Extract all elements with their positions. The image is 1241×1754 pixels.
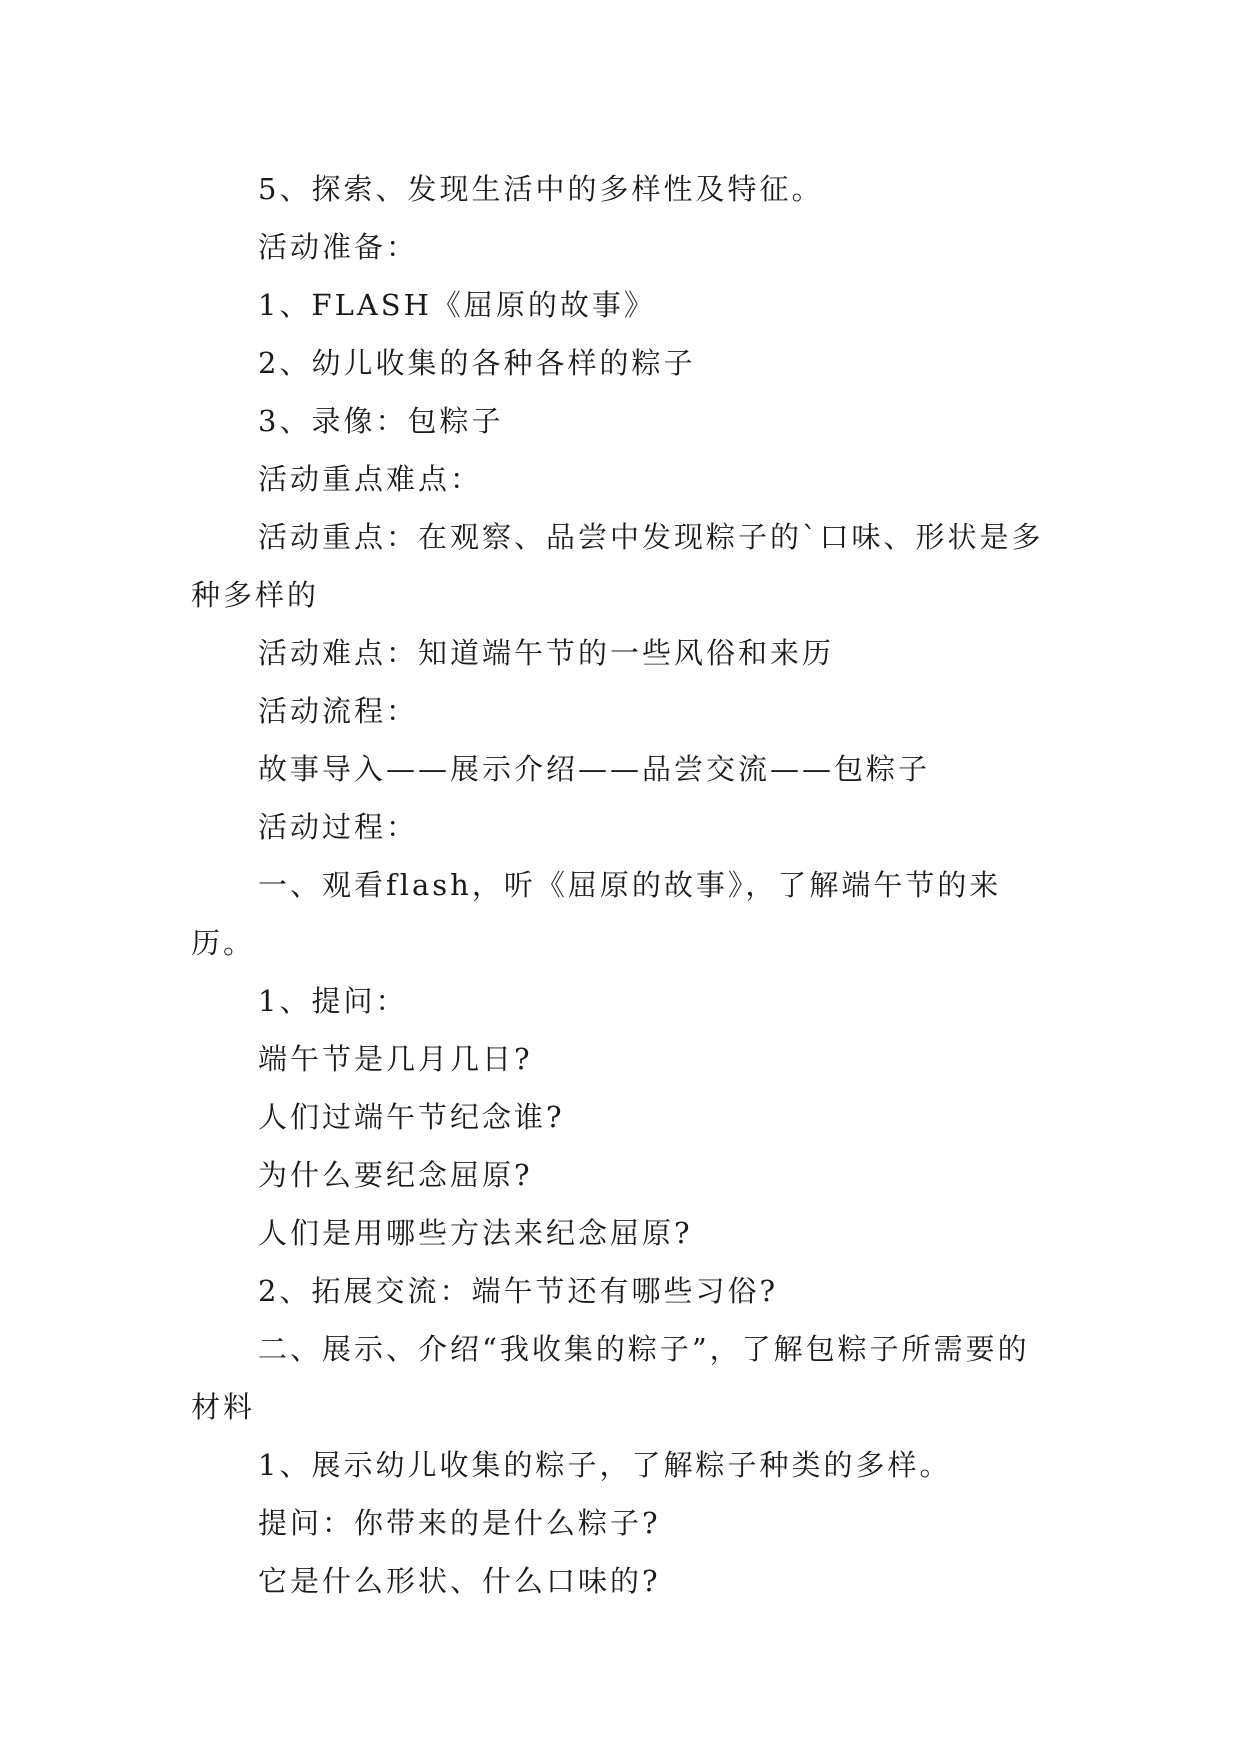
paragraph-flow-heading: 活动流程： bbox=[258, 694, 419, 728]
paragraph-key-points-heading: 活动重点难点： bbox=[258, 462, 483, 496]
paragraph-question-3: 为什么要纪念屈原? bbox=[258, 1158, 533, 1192]
paragraph-difficulty: 活动难点：知道端午节的一些风俗和来历 bbox=[258, 636, 835, 670]
paragraph-flow: 故事导入——展示介绍——品尝交流——包粽子 bbox=[258, 752, 931, 786]
paragraph-goal-5: 5、探索、发现生活中的多样性及特征。 bbox=[258, 172, 824, 206]
paragraph-preparation-2: 2、幼儿收集的各种各样的粽子 bbox=[258, 346, 696, 380]
paragraph-question-1: 端午节是几月几日? bbox=[258, 1042, 533, 1076]
paragraph-step-1-exchange: 2、拓展交流：端午节还有哪些习俗? bbox=[258, 1274, 778, 1308]
paragraph-key-point: 活动重点：在观察、品尝中发现粽子的`口味、形状是多种多样的 bbox=[191, 520, 1044, 612]
paragraph-preparation-1: 1、FLASH《屈原的故事》 bbox=[258, 288, 656, 322]
paragraph-step-1: 一、观看flash，听《屈原的故事》，了解端午节的来历。 bbox=[191, 868, 1002, 960]
paragraph-question-2: 人们过端午节纪念谁? bbox=[258, 1100, 565, 1134]
paragraph-step-1-question-heading: 1、提问： bbox=[258, 984, 408, 1018]
paragraph-preparation-3: 3、录像：包粽子 bbox=[258, 404, 504, 438]
paragraph-step-2-question-2: 它是什么形状、什么口味的? bbox=[258, 1564, 661, 1598]
paragraph-process-heading: 活动过程： bbox=[258, 810, 419, 844]
paragraph-question-4: 人们是用哪些方法来纪念屈原? bbox=[258, 1216, 693, 1250]
paragraph-step-2-question-1: 提问：你带来的是什么粽子? bbox=[258, 1506, 661, 1540]
document-body bbox=[191, 160, 1061, 1610]
paragraph-step-2-item-1: 1、展示幼儿收集的粽子，了解粽子种类的多样。 bbox=[258, 1448, 952, 1482]
paragraph-preparation-heading: 活动准备： bbox=[258, 230, 419, 264]
paragraph-step-2: 二、展示、介绍“我收集的粽子”，了解包粽子所需要的材料 bbox=[191, 1332, 1030, 1424]
